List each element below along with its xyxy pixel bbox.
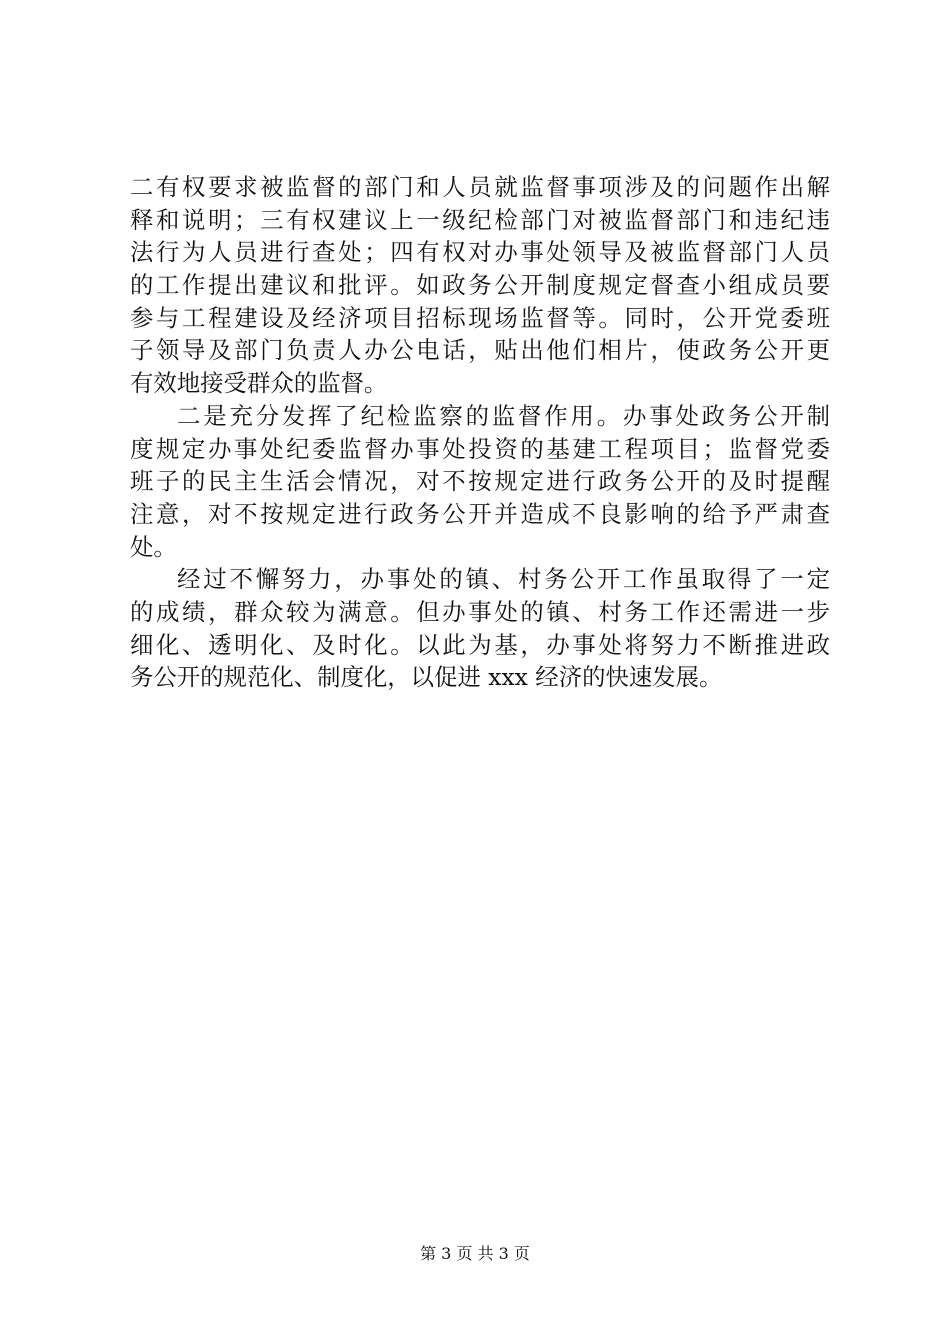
paragraph: [130, 171, 830, 400]
text-line: 的工作提出建议和批评。如政务公开制度规定督查小组成员要: [130, 271, 830, 300]
text-line: 法行为人员进行查处；四有权对办事处领导及被监督部门人员: [130, 238, 830, 267]
text-line: 二有权要求被监督的部门和人员就监督事项涉及的问题作出解: [130, 173, 830, 201]
body-text: [130, 171, 830, 694]
text-line: 务公开的规范化、制度化，以促进 xxx 经济的快速发展。: [130, 663, 723, 692]
text-line: 处。: [130, 532, 177, 561]
text-line: 二是充分发挥了纪检监察的监督作用。办事处政务公开制: [177, 401, 830, 430]
text-line: 度规定办事处纪委监督办事处投资的基建工程项目；监督党委: [130, 434, 830, 463]
text-line: 释和说明；三有权建议上一级纪检部门对被监督部门和违纪违: [130, 205, 830, 234]
text-line: 有效地接受群众的监督。: [130, 369, 388, 398]
text-line: 经过不懈努力，办事处的镇、村务公开工作虽取得了一定: [177, 565, 830, 594]
text-line: 的成绩，群众较为满意。但办事处的镇、村务工作还需进一步: [130, 597, 830, 626]
text-line: 子领导及部门负责人办公电话，贴出他们相片，使政务公开更: [130, 336, 830, 365]
paragraph: [130, 400, 830, 563]
page-footer: 第 3 页 共 3 页: [420, 1244, 530, 1263]
text-line: 参与工程建设及经济项目招标现场监督等。同时，公开党委班: [130, 303, 830, 332]
text-line: 细化、透明化、及时化。以此为基，办事处将努力不断推进政: [130, 630, 830, 659]
paragraph: [130, 563, 830, 694]
text-line: 班子的民主生活会情况，对不按规定进行政务公开的及时提醒: [130, 467, 830, 496]
text-line: 注意，对不按规定进行政务公开并造成不良影响的给予严肃查: [130, 499, 830, 528]
